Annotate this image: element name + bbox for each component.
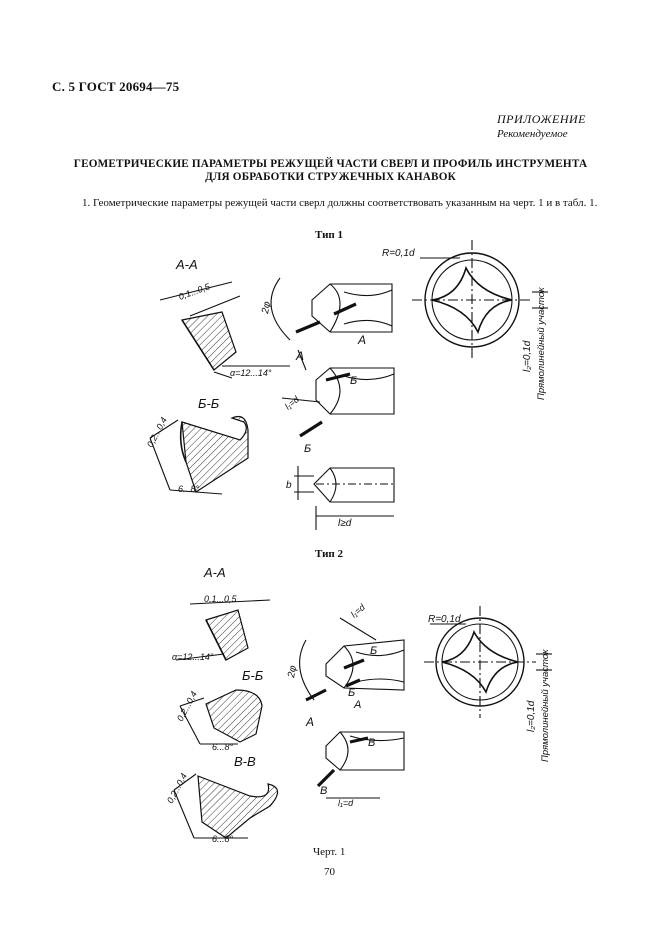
t1-dim-01-05: 0,1...0,5 <box>177 281 212 302</box>
t2-straight-section: Прямолинейный участок <box>540 649 551 762</box>
t2-dim-02-04-b: 0,2...0,4 <box>164 771 190 805</box>
t2-section-aa <box>172 594 270 662</box>
t2-section-aa-label: А-А <box>204 565 226 580</box>
t2-dim-6-8-bottom: 6...8° <box>212 834 234 844</box>
t2-section-bb <box>175 690 262 752</box>
page-number: 70 <box>324 866 335 878</box>
t2-dim-l2: l₂=0,1d <box>526 700 537 732</box>
t1-drill-tip-bottom <box>286 466 394 530</box>
t1-section-aa-label: А-А <box>176 257 198 272</box>
t1-section-bb <box>145 416 248 494</box>
section-title-line-2: ДЛЯ ОБРАБОТКИ СТРУЖЕЧНЫХ КАНАВОК <box>205 171 456 183</box>
t1-dim-02-04: 0,2...0,4 <box>144 415 170 449</box>
t1-label-a-left: А <box>296 349 305 363</box>
t1-label-b-right: Б <box>350 375 358 387</box>
appendix-title: ПРИЛОЖЕНИЕ <box>497 112 586 126</box>
t2-drill-tip-top <box>286 602 404 729</box>
t1-dim-l1: l₁=d <box>282 394 301 412</box>
t2-label-v-right: В <box>368 737 376 749</box>
t2-dim-r: R=0,1d <box>428 614 461 625</box>
t1-dim-2phi: 2φ <box>260 300 274 315</box>
document-header: С. 5 ГОСТ 20694—75 <box>52 79 180 94</box>
t2-drill-tip-bottom <box>318 732 404 808</box>
t1-dim-alpha: α=12...14° <box>230 368 272 378</box>
t2-label-b-mid: Б <box>348 687 356 699</box>
type-2-label: Тип 2 <box>315 548 343 560</box>
figure-caption: Черт. 1 <box>313 846 346 858</box>
t2-dim-l1-top: l₁=d <box>348 602 367 620</box>
t2-end-view <box>424 606 552 762</box>
t2-label-v-left: В <box>320 785 328 797</box>
t1-drill-tip-middle <box>282 368 394 455</box>
t2-dim-alpha: α=12...14° <box>172 652 214 662</box>
section-title-line-1: ГЕОМЕТРИЧЕСКИЕ ПАРАМЕТРЫ РЕЖУЩЕЙ ЧАСТИ СВЕРЛ И ПРОФИЛЬ ИНСТРУМЕНТА <box>73 158 588 170</box>
t1-dim-6-8: 6...8° <box>178 484 200 494</box>
t2-section-vv-label: В-В <box>234 754 256 769</box>
t1-drill-tip-top <box>260 278 392 370</box>
t1-dim-l2: l₂=0,1d <box>522 340 533 372</box>
t1-straight-section: Прямолинейный участок <box>536 287 547 400</box>
t1-dim-l: l≥d <box>338 518 352 529</box>
t2-dim-l1-bottom: l₁=d <box>338 798 354 808</box>
t2-dim-6-8-top: 6...8° <box>212 742 234 752</box>
t2-label-a-left: А <box>306 715 315 729</box>
t1-dim-b: b <box>286 480 292 491</box>
t1-section-aa <box>160 281 290 378</box>
t2-section-vv <box>165 772 278 844</box>
t2-dim-2phi: 2φ <box>286 664 300 679</box>
paragraph-1: 1. Геометрические параметры режущей части сверл должны соответствовать указанным на черт. 1 и в табл. 1. <box>82 197 598 209</box>
t2-dim-01-05: 0,1...0,5 <box>204 594 237 604</box>
t1-label-a-right: А <box>358 333 367 347</box>
t1-end-view <box>382 240 548 400</box>
t1-dim-r: R=0,1d <box>382 248 415 259</box>
t2-label-b-top: Б <box>370 645 378 657</box>
t1-label-b-left: Б <box>304 443 312 455</box>
t2-section-bb-label: Б-Б <box>242 668 264 683</box>
appendix-subtitle: Рекомендуемое <box>497 128 568 140</box>
type-1-label: Тип 1 <box>315 229 343 241</box>
t1-section-bb-label: Б-Б <box>198 396 220 411</box>
t2-dim-02-04: 0,2...0,4 <box>174 689 200 723</box>
t2-label-a-right: А <box>354 699 362 711</box>
